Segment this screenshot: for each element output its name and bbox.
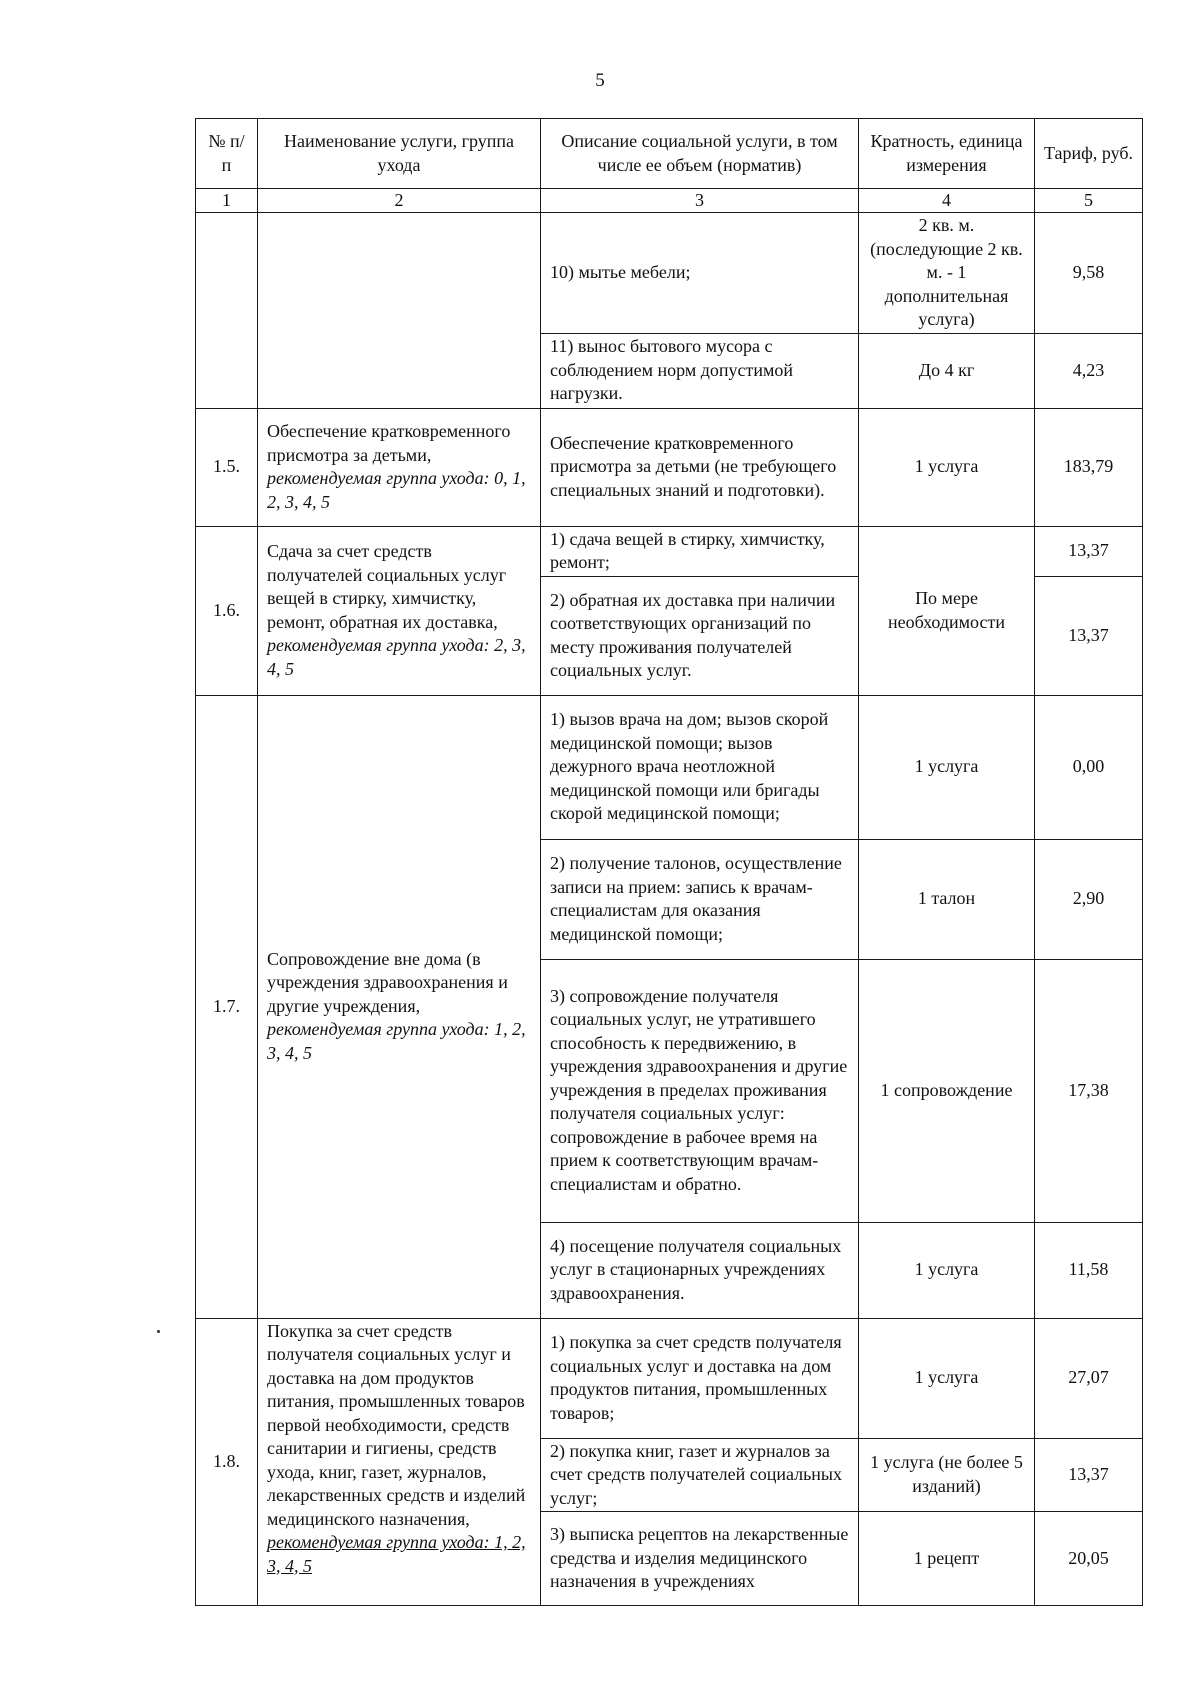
service-description: 3) выписка рецептов на лекарственные средства и изделия медицинского назначения в учреждениях — [541, 1512, 859, 1606]
service-name-cell — [258, 1318, 541, 1606]
services-tariff-table — [195, 118, 1143, 1606]
col-index: 4 — [859, 189, 1035, 213]
col-header-name: Наименование услуги, группа ухода — [258, 119, 541, 189]
service-tariff: 27,07 — [1035, 1318, 1143, 1438]
service-frequency: 1 талон — [859, 839, 1035, 959]
service-description: 1) вызов врача на дом; вызов скорой медицинской помощи; вызов дежурного врача неотложной медицинской помощи или бригады скорой медицинской помощи; — [541, 695, 859, 839]
table-row — [196, 695, 1143, 839]
page-number: 5 — [595, 70, 605, 91]
col-index: 5 — [1035, 189, 1143, 213]
col-index: 3 — [541, 189, 859, 213]
service-frequency: 1 сопровождение — [859, 959, 1035, 1222]
service-frequency: 1 услуга — [859, 1222, 1035, 1318]
service-tariff: 0,00 — [1035, 695, 1143, 839]
table-row — [196, 1318, 1143, 1438]
service-tariff: 4,23 — [1035, 333, 1143, 408]
service-tariff: 13,37 — [1035, 1438, 1143, 1512]
table-row — [196, 526, 1143, 576]
service-frequency: До 4 кг — [859, 333, 1035, 408]
row-number: 1.5. — [196, 408, 258, 526]
service-description: 1) покупка за счет средств получателя социальных услуг и доставка на дом продуктов питания, промышленных товаров; — [541, 1318, 859, 1438]
service-name: Сдача за счет средств получателей социальных услуг вещей в стирку, химчистку, ремонт, обратная их доставка, — [267, 541, 507, 632]
header-row — [196, 119, 1143, 189]
col-header-frequency: Кратность, единица измерения — [859, 119, 1035, 189]
service-tariff: 11,58 — [1035, 1222, 1143, 1318]
col-header-tariff: Тариф, руб. — [1035, 119, 1143, 189]
row-number-cell — [196, 213, 258, 409]
care-group: рекомендуемая группа ухода: 2, 3, 4, 5 — [267, 635, 526, 679]
service-tariff: 17,38 — [1035, 959, 1143, 1222]
service-frequency: По мере необходимости — [859, 526, 1035, 695]
service-tariff: 2,90 — [1035, 839, 1143, 959]
service-tariff: 183,79 — [1035, 408, 1143, 526]
scan-speck — [157, 1330, 160, 1333]
service-frequency: 2 кв. м. (последующие 2 кв. м. - 1 дополнительная услуга) — [859, 213, 1035, 334]
care-group: рекомендуемая группа ухода: 0, 1, 2, 3, 4, 5 — [267, 468, 526, 512]
service-frequency: 1 услуга — [859, 695, 1035, 839]
service-tariff: 13,37 — [1035, 526, 1143, 576]
col-index: 2 — [258, 189, 541, 213]
service-description: 2) получение талонов, осуществление записи на прием: запись к врачам-специалистам для оказания медицинской помощи; — [541, 839, 859, 959]
service-name-cell — [258, 526, 541, 695]
service-description: 10) мытье мебели; — [541, 213, 859, 334]
care-group: рекомендуемая группа ухода: 1, 2, 3, 4, 5 — [267, 1532, 526, 1576]
column-index-row — [196, 189, 1143, 213]
service-description: 11) вынос бытового мусора с соблюдением норм допустимой нагрузки. — [541, 333, 859, 408]
service-frequency: 1 рецепт — [859, 1512, 1035, 1606]
row-number: 1.7. — [196, 695, 258, 1318]
col-header-num: № п/п — [196, 119, 258, 189]
table-row — [196, 408, 1143, 526]
service-description: 2) покупка книг, газет и журналов за счет средств получателей социальных услуг; — [541, 1438, 859, 1512]
service-description: 1) сдача вещей в стирку, химчистку, ремонт; — [541, 526, 859, 576]
service-name-cell — [258, 408, 541, 526]
service-name: Сопровождение вне дома (в учреждения здравоохранения и другие учреждения, — [267, 948, 508, 1016]
service-tariff: 20,05 — [1035, 1512, 1143, 1606]
row-number: 1.6. — [196, 526, 258, 695]
service-name-cell — [258, 213, 541, 409]
service-description: 4) посещение получателя социальных услуг в стационарных учреждениях здравоохранения. — [541, 1222, 859, 1318]
col-index: 1 — [196, 189, 258, 213]
service-description: 3) сопровождение получателя социальных услуг, не утратившего способность к передвижению, в учреждения здравоохранения и другие учреждения в пределах проживания получателя социальных услуг: сопровождение в рабочее время на прием к соответствующим врачам-специалистам и обратно. — [541, 959, 859, 1222]
service-frequency: 1 услуга (не более 5 изданий) — [859, 1438, 1035, 1512]
service-description: 2) обратная их доставка при наличии соответствующих организаций по месту проживания получателей социальных услуг. — [541, 576, 859, 695]
service-frequency: 1 услуга — [859, 408, 1035, 526]
table-row — [196, 213, 1143, 334]
service-tariff: 9,58 — [1035, 213, 1143, 334]
service-name-cell — [258, 695, 541, 1318]
row-number: 1.8. — [196, 1318, 258, 1606]
care-group: рекомендуемая группа ухода: 1, 2, 3, 4, 5 — [267, 1019, 526, 1063]
service-description: Обеспечение кратковременного присмотра за детьми (не требующего специальных знаний и подготовки). — [541, 408, 859, 526]
service-frequency: 1 услуга — [859, 1318, 1035, 1438]
service-name: Покупка за счет средств получателя социальных услуг и доставка на дом продуктов питания, промышленных товаров первой необходимости, средств санитарии и гигиены, средств ухода, книг, газет, журналов, лекарственных средств и изделий медицинского назначения, — [267, 1320, 526, 1529]
col-header-description: Описание социальной услуги, в том числе ее объем (норматив) — [541, 119, 859, 189]
service-name: Обеспечение кратковременного присмотра за детьми, — [267, 421, 511, 465]
service-tariff: 13,37 — [1035, 576, 1143, 695]
